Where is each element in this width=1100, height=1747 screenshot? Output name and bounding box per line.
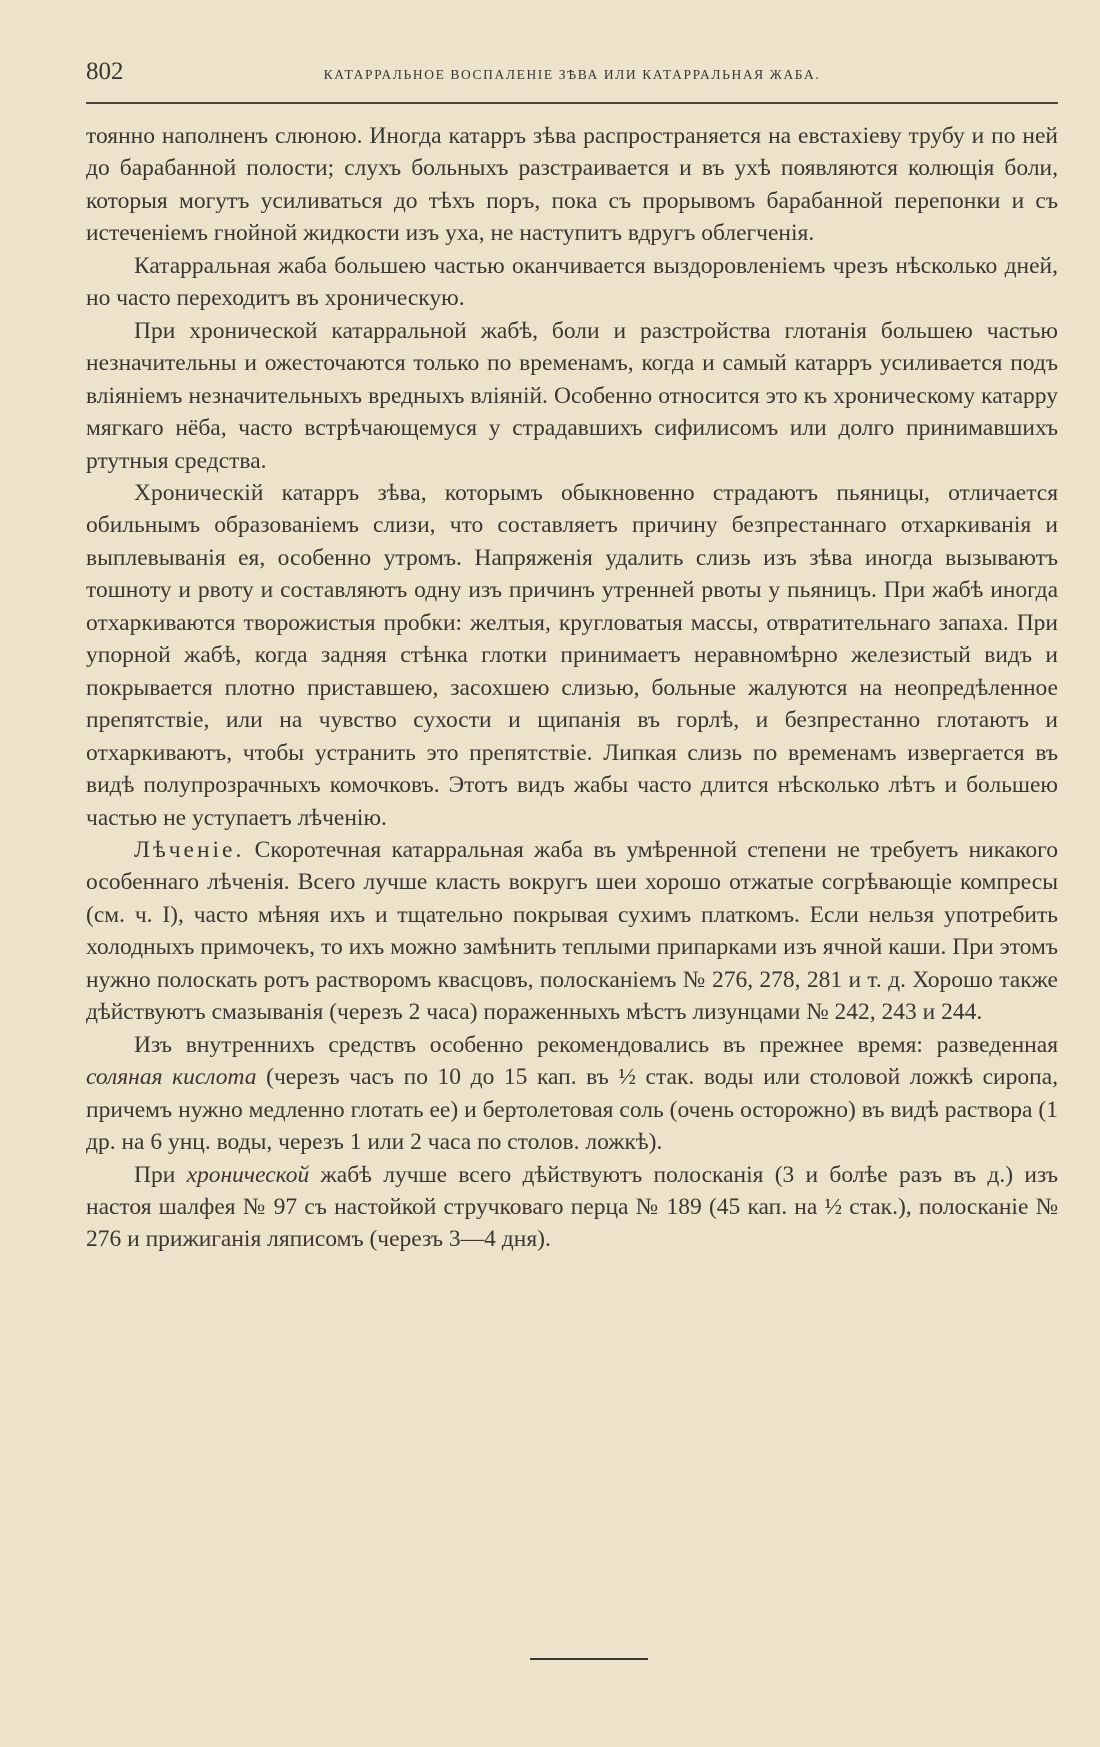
book-page bbox=[86, 58, 1058, 1253]
running-title: КАТАРРАЛЬНОЕ ВОСПАЛЕНІЕ ЗѢВА ИЛИ КАТАРРАЛЬНАЯ ЖАБА. bbox=[323, 67, 821, 82]
end-rule bbox=[530, 1658, 648, 1660]
page-header bbox=[86, 58, 1058, 92]
paragraph-chronic-drinkers bbox=[86, 477, 1058, 834]
paragraph-treatment bbox=[86, 834, 1058, 1029]
paragraph-text: Хроническій катарръ зѣва, которымъ обыкновенно страдаютъ пьяницы, отличается обильнымъ образованіемъ слизи, что составляетъ причину безпрестаннаго отхаркиванія и выплевыванія ея, особенно утромъ. Напряженія удалить слизь изъ зѣва иногда вызываютъ тошноту и рвоту и составляютъ одну изъ причинъ утренней рвоты у пьяницъ. При жабѣ иногда отхаркиваются творожистыя пробки: желтыя, кругловатыя массы, отвратительнаго запаха. При упорной жабѣ, когда задняя стѣнка глотки принимаетъ неравномѣрно железистый видъ и покрывается плотно приставшею, засохшею слизью, больные жалуются на неопредѣленное препятствіе, или на чувство сухости и щипанія въ горлѣ, и безпрестанно глотаютъ и отхаркиваютъ, чтобы устранить это препятствіе. Липкая слизь по временамъ извергается въ видѣ полупрозрачныхъ комочковъ. Этотъ видъ жабы часто длится нѣсколько лѣтъ и большею частью не уступаетъ лѣченію. bbox=[86, 479, 1058, 831]
paragraph-text: Изъ внутреннихъ средствъ особенно рекомендовались въ прежнее время: разведенная bbox=[134, 1031, 1058, 1058]
paragraph-text: При bbox=[134, 1161, 187, 1188]
treatment-heading: Лѣченіе. bbox=[134, 836, 245, 863]
paragraph-internal-remedies bbox=[86, 1029, 1058, 1159]
header-rule bbox=[86, 102, 1058, 104]
paragraph-chronic bbox=[86, 315, 1058, 477]
paragraph-text: При хронической катарральной жабѣ, боли и разстройства глотанія большею частью незначительны и ожесточаются только по временамъ, когда и самый катарръ усиливается подъ вліяніемъ незначительныхъ вредныхъ вліяній. Особенно относится это къ хроническому катарру мягкаго нёба, часто встрѣчающемуся у страдавшихъ сифилисомъ или долго принимавшихъ ртутныя средства. bbox=[86, 317, 1058, 474]
paragraph-text: Катарральная жаба большею частью оканчивается выздоровленіемъ чрезъ нѣсколько дней, но часто переходитъ въ хроническую. bbox=[86, 252, 1058, 312]
paragraph-text: тоянно наполненъ слюною. Иногда катарръ зѣва распространяется на евстахіеву трубу и по ней до барабанной полости; слухъ больныхъ разстраивается и въ ухѣ появляются колющія боли, которыя могутъ усиливаться до тѣхъ поръ, пока съ прорывомъ барабанной перепонки и съ истеченіемъ гнойной жидкости изъ уха, не наступитъ вдругъ облегченія. bbox=[86, 123, 1058, 247]
italic-term: соляная кислота bbox=[86, 1064, 257, 1091]
page-number: 802 bbox=[86, 58, 124, 85]
paragraph-text: (черезъ часъ по 10 до 15 кап. въ ½ стак. воды или столовой ложкѣ сиропа, причемъ нужно медленно глотать ее) и бертолетовая соль (очень осторожно) въ видѣ раствора (1 др. на 6 унц. воды, черезъ 1 или 2 часа по столов. ложкѣ). bbox=[86, 1064, 1058, 1156]
paragraph-text: Скоротечная катарральная жаба въ умѣренной степени не требуетъ никакого особеннаго лѣченія. Всего лучше класть вокругъ шеи хорошо отжатые согрѣвающіе компресы (см. ч. I), часто мѣняя ихъ и тщательно покрывая сухимъ платкомъ. Если нельзя употребить холодныхъ примочекъ, то ихъ можно замѣнить теплыми припарками изъ ячной каши. При этомъ нужно полоскать ротъ растворомъ квасцовъ, полосканіемъ № 276, 278, 281 и т. д. Хорошо также дѣйствуютъ смазыванія (черезъ 2 часа) пораженныхъ мѣстъ лизунцами № 242, 243 и 244. bbox=[86, 836, 1058, 1026]
paragraph-chronic-treatment bbox=[86, 1159, 1058, 1256]
body-text bbox=[86, 120, 1058, 1256]
paragraph-continued bbox=[86, 120, 1058, 250]
paragraph-text: жабѣ лучше всего дѣйствуютъ полосканія (3 и болѣе разъ въ д.) изъ настоя шалфея № 97 съ настойкой стручковаго перца № 189 (45 кап. на ½ стак.), полосканіе № 276 и прижиганія ляписомъ (черезъ 3—4 дня). bbox=[86, 1161, 1058, 1253]
paragraph-outcome bbox=[86, 250, 1058, 315]
italic-term: хронической bbox=[186, 1161, 310, 1188]
